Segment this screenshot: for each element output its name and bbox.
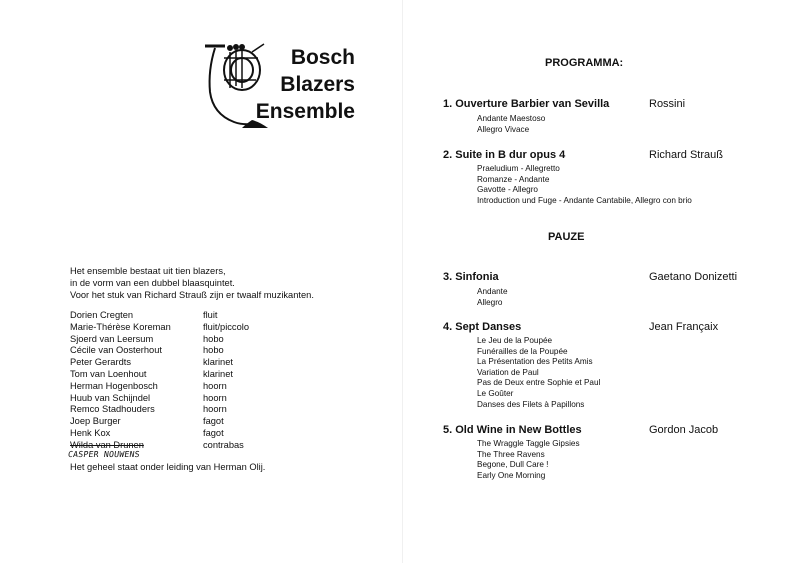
piece-composer: Gaetano Donizetti <box>649 271 738 283</box>
handwritten-correction: CASPER NOUWENS <box>67 449 141 459</box>
movement-item: Funérailles de la Poupée <box>477 346 568 356</box>
programma-heading: PROGRAMMA: <box>545 57 624 69</box>
piece-title: 5. Old Wine in New Bottles <box>443 424 582 436</box>
musician-name: Cécile van Oosterhout <box>70 345 162 356</box>
musician-instrument: klarinet <box>203 357 233 368</box>
piece-title: 1. Ouverture Barbier van Sevilla <box>443 98 610 110</box>
musician-name: Peter Gerardts <box>70 357 131 368</box>
movement-item: The Three Ravens <box>477 449 545 459</box>
ensemble-intro <box>70 265 314 301</box>
musician-name: Tom van Loenhout <box>70 368 147 379</box>
movement-item: Allegro <box>477 297 503 307</box>
musician-instrument: hoorn <box>203 392 227 403</box>
musician-name: Herman Hogenbosch <box>70 380 158 391</box>
movement-item: Gavotte - Allegro <box>477 185 538 195</box>
movement-item: Romanze - Andante <box>477 174 550 184</box>
musician-name: Sjoerd van Leersum <box>70 333 154 344</box>
ensemble-title-line-3: Ensemble <box>255 100 355 123</box>
piece-title: 2. Suite in B dur opus 4 <box>443 149 566 161</box>
movement-item: The Wraggle Taggle Gipsies <box>477 439 580 448</box>
musician-name: Huub van Schijndel <box>70 392 151 403</box>
ensemble-title-line-2: Blazers <box>280 73 355 96</box>
intro-line: in de vorm van een dubbel blaasquintet. <box>70 278 235 288</box>
musician-name: Joep Burger <box>70 416 121 427</box>
musician-name: Remco Stadhouders <box>70 404 155 415</box>
closing-line: Het geheel staat onder leiding van Herman Olij. <box>70 462 266 472</box>
page-fold <box>402 0 403 563</box>
movement-item: Andante <box>477 287 508 296</box>
musician-instrument: klarinet <box>203 368 233 379</box>
movement-item: Introduction und Fuge - Andante Cantabile, Allegro con brio <box>477 195 692 205</box>
musician-instrument: hoorn <box>203 404 227 415</box>
movement-item: Le Jeu de la Poupée <box>477 336 553 345</box>
musician-name-struck: Wilda van Drunen <box>70 439 144 450</box>
piece-composer: Jean Françaix <box>649 321 719 333</box>
musician-instrument: contrabas <box>203 439 244 450</box>
musician-name: Marie-Thérèse Koreman <box>70 321 171 332</box>
movement-item: Early One Morning <box>477 470 546 480</box>
intro-line: Het ensemble bestaat uit tien blazers, <box>70 266 226 276</box>
movement-list <box>477 164 692 206</box>
musician-instrument: fluit <box>203 310 218 320</box>
musician-instrument: fluit/piccolo <box>203 321 249 332</box>
musician-name: Henk Kox <box>70 427 111 438</box>
movement-item: Allegro Vivace <box>477 124 530 134</box>
musician-instrument: hobo <box>203 345 224 356</box>
musician-instrument: fagot <box>203 416 224 427</box>
piece-composer: Gordon Jacob <box>649 424 719 436</box>
ensemble-title-line-1: Bosch <box>290 46 355 69</box>
movement-item: Le Goûter <box>477 388 514 398</box>
movement-item: Danses des Filets à Papillons <box>477 399 585 409</box>
movement-list <box>477 439 580 481</box>
movement-item: La Présentation des Petits Amis <box>477 357 593 367</box>
musician-name: Dorien Cregten <box>70 310 134 320</box>
piece-title: 3. Sinfonia <box>443 271 499 283</box>
movement-item: Pas de Deux entre Sophie et Paul <box>477 378 601 388</box>
movement-item: Praeludium - Allegretto <box>477 164 560 173</box>
intro-line: Voor het stuk van Richard Strauß zijn er twaalf muzikanten. <box>70 290 314 300</box>
musician-instrument: hoorn <box>203 380 227 391</box>
musician-instrument: fagot <box>203 427 224 438</box>
movement-item: Andante Maestoso <box>477 114 546 123</box>
movement-item: Variation de Paul <box>477 367 539 377</box>
piece-composer: Rossini <box>649 98 686 110</box>
movement-list <box>477 287 508 308</box>
pauze-heading: PAUZE <box>548 231 585 243</box>
musician-instrument: hobo <box>203 333 224 344</box>
piece-title: 4. Sept Danses <box>443 321 522 333</box>
movement-list <box>477 114 545 135</box>
piece-composer: Richard Strauß <box>649 149 723 161</box>
movement-item: Begone, Dull Care ! <box>477 460 549 470</box>
movement-list <box>477 336 600 410</box>
